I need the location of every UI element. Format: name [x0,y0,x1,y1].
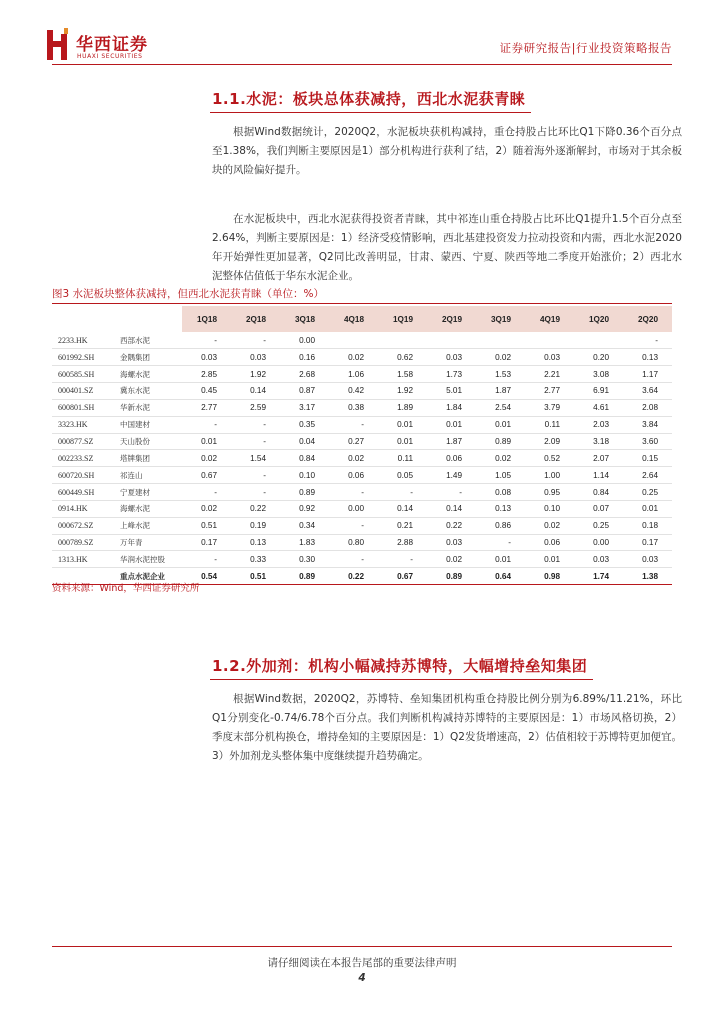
stock-code: 2233.HK [52,332,118,349]
holding-value: 1.92 [378,383,427,400]
company-name: 天山股份 [118,433,182,450]
company-name: 华新水泥 [118,399,182,416]
holding-value: 0.16 [280,349,329,366]
holding-value: 1.73 [427,366,476,383]
holding-value: 0.00 [280,332,329,349]
figure-title: 图3 水泥板块整体获减持，但西北水泥获青睐（单位：%） [52,288,324,300]
holding-value: 0.03 [182,349,231,366]
holding-value: 1.87 [476,383,525,400]
holding-value: - [231,467,280,484]
company-name: 祁连山 [118,467,182,484]
table-row [52,399,672,416]
table-row [52,484,672,501]
holding-value: 0.02 [476,349,525,366]
holding-value: 1.54 [231,450,280,467]
holding-value: 0.33 [231,551,280,568]
holding-value: - [182,551,231,568]
figure-source: 资料来源：Wind，华西证券研究所 [52,583,200,594]
holding-value: 0.80 [329,534,378,551]
holding-value: 0.03 [525,349,574,366]
holding-value: 0.42 [329,383,378,400]
holding-value: 0.02 [525,517,574,534]
table-row [52,517,672,534]
holding-value: 0.13 [623,349,672,366]
table-row [52,416,672,433]
holding-value: 0.02 [329,450,378,467]
holding-value: 0.92 [280,500,329,517]
stock-code: 000877.SZ [52,433,118,450]
brand-logo-icon [44,28,70,62]
holding-value: 0.22 [329,568,378,585]
holding-value: - [329,517,378,534]
paragraph-cement-summary: 根据Wind数据统计，2020Q2，水泥板块获机构减持，重仓持股占比环比Q1下降0.36个百分点至1.38%，我们判断主要原因是1）部分机构进行获利了结，2）随着海外逐渐解封，市场对于其余板块的风险偏好提升。 [212,126,682,176]
table-row [52,500,672,517]
company-name: 塔牌集团 [118,450,182,467]
holding-value: 1.38 [623,568,672,585]
holding-value: 3.84 [623,416,672,433]
brand-logo [44,28,174,68]
holding-value: 1.58 [378,366,427,383]
holding-value: - [623,332,672,349]
table-header-cell: 3Q18 [280,306,329,332]
holding-value: 0.64 [476,568,525,585]
stock-code: 0914.HK [52,500,118,517]
company-name: 海螺水泥 [118,500,182,517]
holding-value: 0.03 [623,551,672,568]
footer-divider [52,946,672,947]
holding-value: 0.87 [280,383,329,400]
holding-value: 5.01 [427,383,476,400]
holding-value: 0.03 [427,349,476,366]
holding-value: 2.07 [574,450,623,467]
section-heading-cement [212,88,525,109]
holding-value: 3.64 [623,383,672,400]
holding-value: 0.17 [182,534,231,551]
table-row [52,332,672,349]
company-name: 西部水泥 [118,332,182,349]
holding-value: 2.88 [378,534,427,551]
holding-value: 0.86 [476,517,525,534]
table-row [52,551,672,568]
heading-underline [210,112,531,113]
holding-value [476,332,525,349]
holding-value: 0.22 [231,500,280,517]
holding-value: 0.25 [623,484,672,501]
holding-value: 0.89 [280,568,329,585]
holding-value: - [231,332,280,349]
table-row [52,366,672,383]
holding-value: 0.01 [427,416,476,433]
heading-underline [210,679,593,680]
table-header-cell: 4Q19 [525,306,574,332]
holding-value: 0.05 [378,467,427,484]
stock-code: 000401.SZ [52,383,118,400]
holding-value: 1.06 [329,366,378,383]
holding-value: 0.95 [525,484,574,501]
holding-value: 0.04 [280,433,329,450]
holding-value: - [329,416,378,433]
holding-value: 0.03 [231,349,280,366]
brand-name-en: HUAXI SECURITIES [77,53,143,60]
header-divider [52,64,672,65]
holding-value: 0.34 [280,517,329,534]
holding-value: 0.10 [525,500,574,517]
stock-code: 3323.HK [52,416,118,433]
table-header-cell: 1Q18 [182,306,231,332]
holding-value: 3.08 [574,366,623,383]
holding-value: - [476,534,525,551]
holding-value: 1.53 [476,366,525,383]
table-row [52,467,672,484]
holding-value: 0.06 [329,467,378,484]
holding-value: 0.03 [574,551,623,568]
holding-value: 3.79 [525,399,574,416]
company-name: 华润水泥控股 [118,551,182,568]
holding-value: 0.13 [476,500,525,517]
table-header-code [52,306,118,332]
table-row [52,349,672,366]
holding-value: 1.00 [525,467,574,484]
holding-value: 0.89 [280,484,329,501]
holding-value: 0.30 [280,551,329,568]
holding-value: 0.06 [525,534,574,551]
table-header-cell: 1Q19 [378,306,427,332]
holding-value: 0.07 [574,500,623,517]
holding-value: 0.84 [280,450,329,467]
stock-code: 002233.SZ [52,450,118,467]
holding-value: 0.14 [378,500,427,517]
holding-value: 0.01 [476,416,525,433]
holding-value: 0.89 [476,433,525,450]
holding-value: 1.17 [623,366,672,383]
holding-value: 1.74 [574,568,623,585]
holding-value: - [378,484,427,501]
holding-value: 1.14 [574,467,623,484]
holding-value: 1.87 [427,433,476,450]
holding-value: 0.27 [329,433,378,450]
stock-code: 600585.SH [52,366,118,383]
holding-value: 0.25 [574,517,623,534]
holding-value: 0.19 [231,517,280,534]
company-name: 上峰水泥 [118,517,182,534]
table-header-cell: 2Q19 [427,306,476,332]
holding-value: - [231,484,280,501]
holding-value: 0.14 [231,383,280,400]
company-name: 万年青 [118,534,182,551]
company-name: 中国建材 [118,416,182,433]
holding-value: 0.01 [525,551,574,568]
table-header-cell: 1Q20 [574,306,623,332]
table-header-cell: 3Q19 [476,306,525,332]
holding-value: 0.45 [182,383,231,400]
holding-value: 0.03 [427,534,476,551]
section-heading-admixture-text: 1.2.外加剂：机构小幅减持苏博特，大幅增持垒知集团 [212,657,588,675]
holding-value: 3.17 [280,399,329,416]
stock-code: 000672.SZ [52,517,118,534]
holding-value: 0.84 [574,484,623,501]
holding-value: - [427,484,476,501]
holding-value: 1.84 [427,399,476,416]
table-row [52,383,672,400]
paragraph-northwest-cement: 在水泥板块中，西北水泥获得投资者青睐，其中祁连山重仓持股占比环比Q1提升1.5个百分点至2.64%，判断主要原因是：1）经济受疫情影响，西北基建投资发力拉动投资和内需，西北水泥2020年开始弹性更加显著，Q2同比改善明显，甘肃、蒙西、宁夏、陕西等地二季度开始涨价；2）西北水泥整体估值低于华东水泥企业。 [212,213,682,282]
holding-value: 0.02 [182,450,231,467]
holding-value: - [231,416,280,433]
holding-value: 0.67 [182,467,231,484]
holding-value: 0.02 [427,551,476,568]
holding-value: - [182,484,231,501]
holding-value [574,332,623,349]
figure-title-divider [52,303,672,304]
section-heading-admixture [212,655,587,676]
holding-value: 1.83 [280,534,329,551]
holding-value: 0.14 [427,500,476,517]
holding-value: 4.61 [574,399,623,416]
company-name: 金隅集团 [118,349,182,366]
section-heading-cement-text: 1.1.水泥：板块总体获减持，西北水泥获青睐 [212,90,526,108]
holding-value: 0.06 [427,450,476,467]
stock-code: 600449.SH [52,484,118,501]
holding-value: 0.11 [525,416,574,433]
table-header-cell: 4Q18 [329,306,378,332]
holding-value: 2.03 [574,416,623,433]
holding-value: - [182,332,231,349]
holding-value: 0.01 [476,551,525,568]
table-row [52,450,672,467]
holding-value: - [329,551,378,568]
company-name: 海螺水泥 [118,366,182,383]
holding-value: - [182,416,231,433]
holding-value [378,332,427,349]
holding-value: 0.00 [329,500,378,517]
table-row [52,534,672,551]
table-row [52,433,672,450]
holding-value: 0.08 [476,484,525,501]
page-number: 4 [358,972,366,984]
holding-value [329,332,378,349]
page-header [0,0,724,70]
holding-value: 0.02 [329,349,378,366]
stock-code: 601992.SH [52,349,118,366]
holding-value: - [378,551,427,568]
holding-value: 0.01 [623,500,672,517]
holding-value: 2.54 [476,399,525,416]
holding-value: 2.68 [280,366,329,383]
brand-name-cn: 华西证券 [76,35,148,55]
stock-code: 600801.SH [52,399,118,416]
holding-value: 0.35 [280,416,329,433]
holding-value: - [231,433,280,450]
holding-value: 0.02 [182,500,231,517]
table-body [52,332,672,585]
holding-value: 0.38 [329,399,378,416]
holding-value: 0.01 [378,433,427,450]
holding-value: 2.64 [623,467,672,484]
table-header-cell: 2Q18 [231,306,280,332]
holding-value: 3.18 [574,433,623,450]
holding-value: 0.20 [574,349,623,366]
holding-value: 0.10 [280,467,329,484]
company-name: 重点水泥企业 [118,568,182,585]
holding-value: 2.77 [182,399,231,416]
holding-value: 1.92 [231,366,280,383]
holding-value: 2.85 [182,366,231,383]
legal-disclaimer: 请仔细阅读在本报告尾部的重要法律声明 [267,957,457,969]
holding-value: 2.59 [231,399,280,416]
company-name: 冀东水泥 [118,383,182,400]
company-name: 宁夏建材 [118,484,182,501]
paragraph-admixture: 根据Wind数据，2020Q2，苏博特、垒知集团机构重仓持股比例分别为6.89%/11.21%，环比Q1分别变化-0.74/6.78个百分点。我们判断机构减持苏博特的主要原因是：1）市场风格切换，2）季度末部分机构换仓，增持垒知的主要原因是：1）Q2发货增速高，2）估值相较于苏博特更加便宜。3）外加剂龙头整体集中度继续提升趋势确定。 [212,693,682,762]
holding-value: 0.22 [427,517,476,534]
holding-value: 6.91 [574,383,623,400]
holding-value: 0.52 [525,450,574,467]
stock-code: 600720.SH [52,467,118,484]
holding-value: 0.62 [378,349,427,366]
holding-value: 3.60 [623,433,672,450]
holding-value: 1.49 [427,467,476,484]
holding-value [427,332,476,349]
holding-value: 0.01 [182,433,231,450]
holding-value: 0.11 [378,450,427,467]
holding-value: 2.21 [525,366,574,383]
holding-value: 1.05 [476,467,525,484]
holding-value: 0.21 [378,517,427,534]
holding-value: 2.09 [525,433,574,450]
holding-value: 2.08 [623,399,672,416]
stock-code: 000789.SZ [52,534,118,551]
holding-value: 0.15 [623,450,672,467]
holding-value: 0.02 [476,450,525,467]
stock-code: 1313.HK [52,551,118,568]
holding-value: 0.01 [378,416,427,433]
report-type: 证券研究报告|行业投资策略报告 [499,41,672,55]
holdings-table [52,306,672,585]
holding-value: 1.89 [378,399,427,416]
holding-value: 0.51 [231,568,280,585]
holding-value: 0.98 [525,568,574,585]
holding-value: 2.77 [525,383,574,400]
holding-value: 0.67 [378,568,427,585]
holding-value: - [329,484,378,501]
holding-value: 0.89 [427,568,476,585]
holding-value: 0.51 [182,517,231,534]
holding-value: 0.00 [574,534,623,551]
table-header-cell: 2Q20 [623,306,672,332]
holding-value: 0.17 [623,534,672,551]
table-header-name [118,306,182,332]
holding-value: 0.54 [182,568,231,585]
holding-value: 0.13 [231,534,280,551]
holding-value: 0.18 [623,517,672,534]
holding-value [525,332,574,349]
table-header-row [52,306,672,332]
